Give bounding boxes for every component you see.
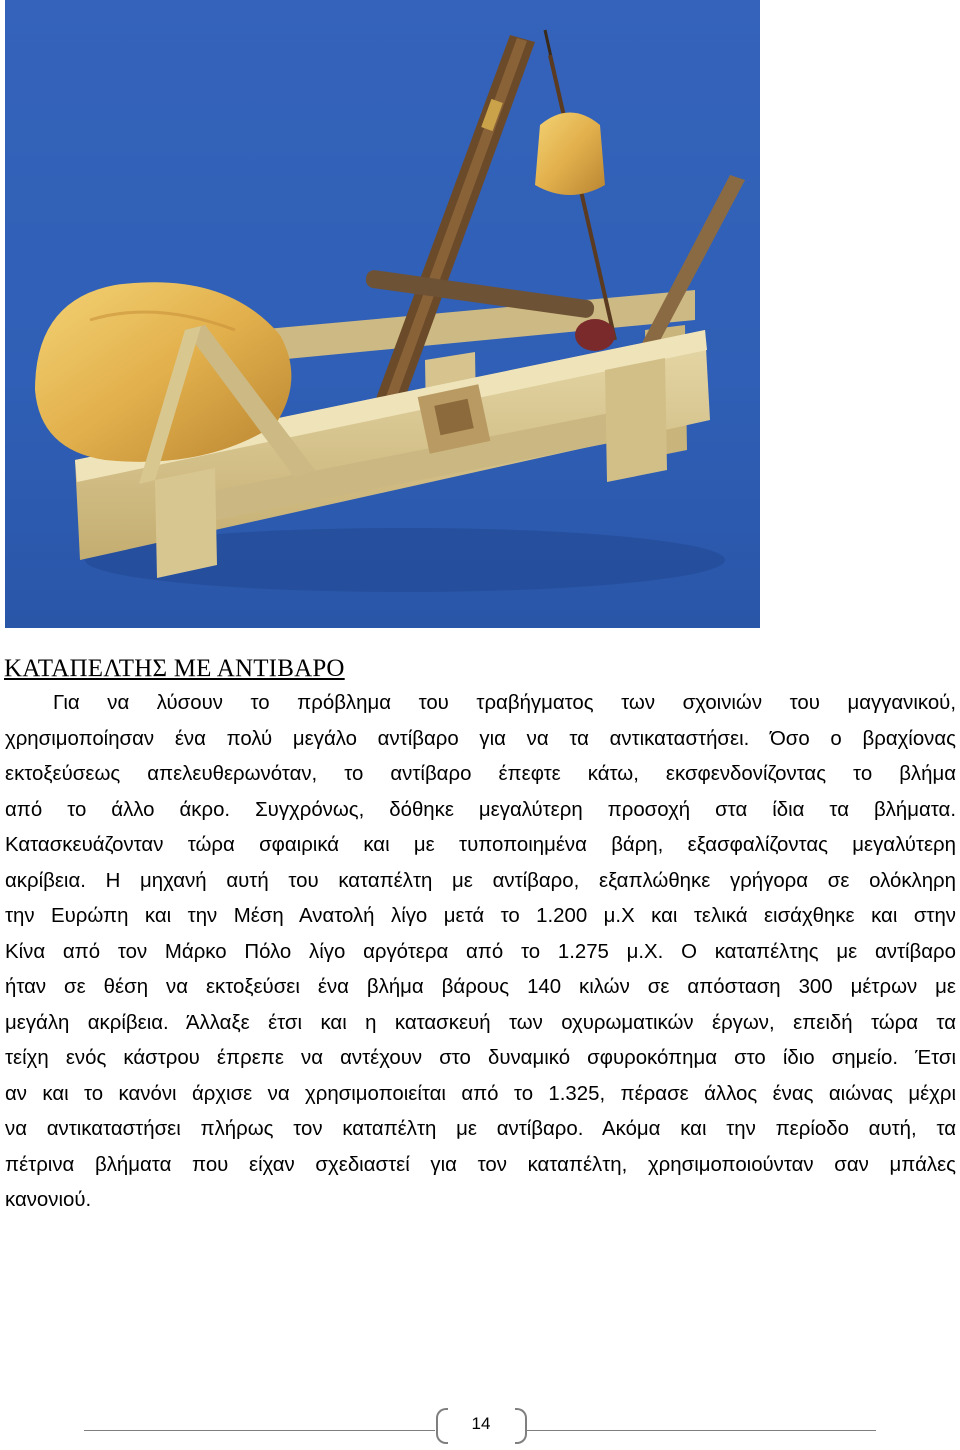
body-line: από το άλλο άκρο. Συγχρόνως, δόθηκε μεγαλύτερη προσοχή στα ίδια τα βλήματα. xyxy=(5,798,956,821)
body-line: να αντικαταστήσει πλήρως τον καταπέλτη με αντίβαρο. Ακόμα και την περίοδο αυτή, τα xyxy=(5,1118,956,1140)
body-line: ακρίβεια. Η μηχανή αυτή του καταπέλτη με αντίβαρο, εξαπλώθηκε γρήγορα σε ολόκληρη xyxy=(5,869,956,892)
body-line: την Ευρώπη και την Μέση Ανατολή λίγο μετά το 1.200 μ.Χ και τελικά εισάχθηκε και στην xyxy=(5,905,956,927)
footer-rule-left xyxy=(84,1430,435,1431)
body-line: Για να λύσουν το πρόβλημα του τραβήγματος των σχοινιών του μαγγανικού, xyxy=(53,692,956,714)
body-line: ήταν σε θέση να εκτοξεύσει ένα βλήμα βάρους 140 κιλών σε απόσταση 300 μέτρων με xyxy=(5,976,956,998)
body-line: μεγάλη ακρίβεια. Άλλαξε έτσι και η κατασκευή των οχυρωματικών έργων, επειδή τώρα τα xyxy=(5,1011,956,1034)
right-brace-icon xyxy=(515,1408,527,1444)
left-brace-icon xyxy=(436,1408,448,1444)
footer-rule-right xyxy=(527,1430,876,1431)
body-line: εκτοξεύσεως απελευθερωνόταν, το αντίβαρο έπεφτε κάτω, εκσφενδονίζοντας το βλήμα xyxy=(5,763,956,785)
body-line: κανονιού. xyxy=(5,1189,92,1211)
body-line: Κατασκευάζονταν τώρα σφαιρικά και με τυποποιημένα βάρη, εξασφαλίζοντας μεγαλύτερη xyxy=(5,834,956,856)
body-line: χρησιμοποίησαν ένα πολύ μεγάλο αντίβαρο για να τα αντικαταστήσει. Όσο ο βραχίονας xyxy=(5,727,956,750)
body-line: Κίνα από τον Μάρκο Πόλο λίγο αργότερα από το 1.275 μ.Χ. Ο καταπέλτης με αντίβαρο xyxy=(5,940,956,963)
page-footer xyxy=(84,1402,876,1450)
body-line: αν και το κανόνι άρχισε να χρησιμοποιείται από το 1.325, πέρασε άλλος ένας αιώνας μέχρι xyxy=(5,1082,956,1105)
body-line: πέτρινα βλήματα που είχαν σχεδιαστεί για τον καταπέλτη, χρησιμοποιούνταν σαν μπάλες xyxy=(5,1153,956,1176)
section-heading: ΚΑΤΑΠΕΛΤΗΣ ΜΕ ΑΝΤΙΒΑΡΟ xyxy=(4,655,345,682)
page-number: 14 xyxy=(471,1414,491,1433)
body-paragraph xyxy=(5,686,956,1219)
catapult-photo xyxy=(5,0,760,628)
body-line: τείχη ενός κάστρου έπρεπε να αντέχουν στο δυναμικό σφυροκόπημα στο ίδιο σημείο. Έτσι xyxy=(5,1047,956,1069)
